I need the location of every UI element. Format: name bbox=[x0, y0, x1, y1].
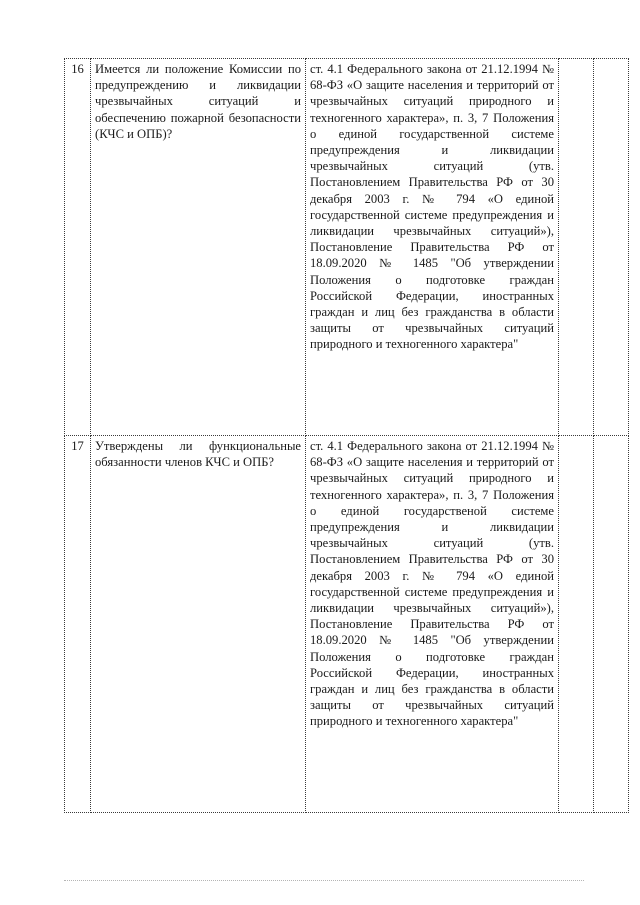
answer-yes-cell bbox=[559, 436, 594, 813]
answer-no-cell bbox=[594, 59, 629, 436]
answer-no-cell bbox=[594, 436, 629, 813]
answer-yes-cell bbox=[559, 59, 594, 436]
question-text: Имеется ли положение Комиссии по предупреждению и ликвидации чрезвычайных ситуаций и обеспечению пожарной безопасности (КЧС и ОПБ)? bbox=[91, 59, 306, 436]
legal-basis-text: ст. 4.1 Федерального закона от 21.12.1994 № 68-ФЗ «О защите населения и территорий от чрезвычайных ситуаций природного и техногенного характера», п. 3, 7 Положения о единой государственной системе предупреждения и ликвидации чрезвычайных ситуаций (утв. Постановлением Правительства РФ от 30 декабря 2003 г. № 794 «О единой государственной системе предупреждения и ликвидации чрезвычайных ситуаций»), Постановление Правительства РФ от 18.09.2020 № 1485 "Об утверждении Положения о подготовке граждан Российской Федерации, иностранных граждан и лиц без гражданства в области защиты от чрезвычайных ситуаций природного и техногенного характера" bbox=[306, 59, 559, 436]
table-row bbox=[65, 59, 629, 436]
table-row bbox=[65, 436, 629, 813]
row-number: 16 bbox=[65, 59, 91, 436]
legal-basis-text: ст. 4.1 Федерального закона от 21.12.1994 № 68-ФЗ «О защите населения и территорий от чрезвычайных ситуаций природного и техногенного характера», п. 3, 7 Положения о единой государственой системе предупреждения и ликвидации чрезвычайных ситуаций (утв. Постановлением Правительства РФ от 30 декабря 2003 г. № 794 «О единой государственной системе предупреждения и ликвидации чрезвычайных ситуаций»), Постановление Правительства РФ от 18.09.2020 № 1485 "Об утверждении Положения о подготовке граждан Российской Федерации, иностранных граждан и лиц без гражданства в области защиты от чрезвычайных ситуаций природного и техногенного характера" bbox=[306, 436, 559, 813]
question-text: Утверждены ли функциональные обязанности членов КЧС и ОПБ? bbox=[91, 436, 306, 813]
row-number: 17 bbox=[65, 436, 91, 813]
footer-divider bbox=[64, 880, 584, 881]
checklist-table bbox=[64, 58, 629, 813]
